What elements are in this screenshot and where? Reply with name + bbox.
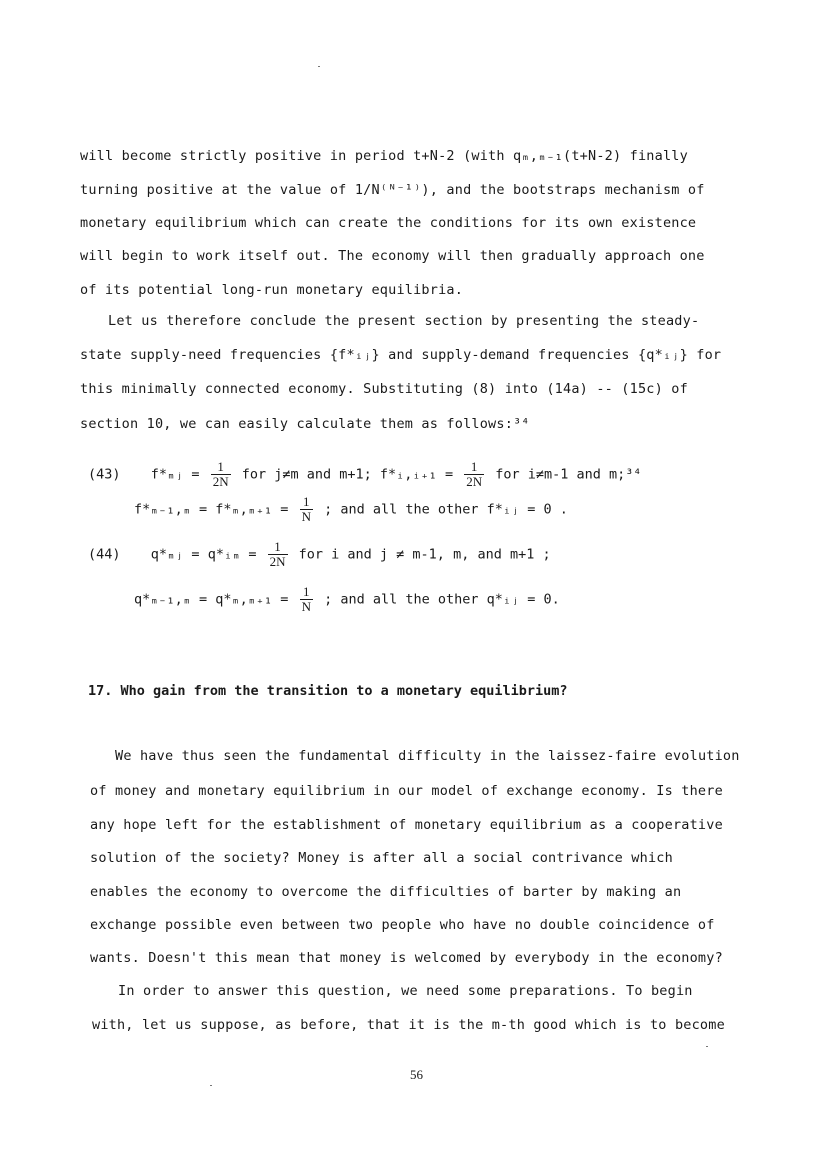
equation-44-line-2	[134, 585, 560, 614]
equation-term: for i and j ≠ m-1, m, and m+1 ;	[298, 546, 551, 563]
fraction-denominator: 2N	[269, 554, 286, 569]
paragraph-3-line-2: of money and monetary equilibrium in our model of exchange economy. Is there	[90, 783, 723, 799]
scan-speck	[210, 1085, 212, 1086]
fraction-denominator: N	[301, 599, 311, 614]
equation-number: (43)	[88, 466, 121, 483]
paragraph-3-line-3: any hope left for the establishment of monetary equilibrium as a cooperative	[90, 817, 723, 833]
equation-term: ; and all the other q*ᵢⱼ = 0.	[324, 591, 560, 608]
scan-speck	[706, 1046, 708, 1047]
paragraph-4-line-1: In order to answer this question, we need some preparations. To begin	[118, 983, 693, 999]
paragraph-2-line-1: Let us therefore conclude the present section by presenting the steady-	[108, 313, 700, 329]
equation-term: q*ₘⱼ = q*ᵢₘ =	[150, 546, 257, 563]
equation-number: (44)	[88, 546, 121, 563]
paragraph-1-line-2: turning positive at the value of 1/N⁽ᴺ⁻¹⁾), and the bootstraps mechanism of	[80, 182, 705, 198]
fraction-denominator: N	[301, 509, 311, 524]
scan-speck	[318, 66, 320, 67]
equation-term: f*ₘ₋₁,ₘ = f*ₘ,ₘ₊₁ =	[134, 501, 289, 518]
paragraph-2-line-4: section 10, we can easily calculate them as follows:³⁴	[80, 416, 530, 432]
paragraph-3-line-5: enables the economy to overcome the difficulties of barter by making an	[90, 884, 682, 900]
fraction-numerator: 1	[303, 584, 310, 599]
paragraph-2-line-3: this minimally connected economy. Substituting (8) into (14a) -- (15c) of	[80, 381, 688, 397]
fraction	[300, 495, 313, 524]
fraction-numerator: 1	[274, 539, 281, 554]
fraction-denominator: 2N	[212, 474, 229, 489]
page-number: 56	[410, 1067, 423, 1082]
paragraph-3-line-4: solution of the society? Money is after all a social contrivance which	[90, 850, 673, 866]
section-heading: 17. Who gain from the transition to a monetary equilibrium?	[88, 683, 568, 699]
equation-43-line-1	[88, 460, 642, 489]
fraction-numerator: 1	[470, 459, 478, 474]
paragraph-1-line-1: will become strictly positive in period t+N-2 (with qₘ,ₘ₋₁(t+N-2) finally	[80, 148, 688, 164]
paragraph-3-line-7: wants. Doesn't this mean that money is welcomed by everybody in the economy?	[90, 950, 723, 966]
fraction-numerator: 1	[303, 494, 310, 509]
equation-term: q*ₘ₋₁,ₘ = q*ₘ,ₘ₊₁ =	[134, 591, 289, 608]
paragraph-3-line-1: We have thus seen the fundamental difficulty in the laissez-faire evolution	[115, 748, 740, 764]
fraction	[211, 460, 231, 489]
paragraph-1-line-5: of its potential long-run monetary equilibria.	[80, 282, 464, 298]
fraction	[300, 585, 313, 614]
fraction-denominator: 2N	[466, 474, 483, 489]
equation-44-line-1	[88, 540, 551, 569]
equation-term: for i≠m-1 and m;³⁴	[495, 466, 642, 483]
paragraph-4-line-2: with, let us suppose, as before, that it is the m-th good which is to become	[92, 1017, 725, 1033]
fraction	[464, 460, 484, 489]
paragraph-2-line-2: state supply-need frequencies {f*ᵢⱼ} and supply-demand frequencies {q*ᵢⱼ} for	[80, 347, 722, 363]
paragraph-1-line-3: monetary equilibrium which can create the conditions for its own existence	[80, 215, 697, 231]
equation-43-line-2	[134, 495, 568, 524]
equation-term: for j≠m and m+1; f*ᵢ,ᵢ₊₁ =	[241, 466, 454, 483]
paragraph-1-line-4: will begin to work itself out. The economy will then gradually approach one	[80, 248, 705, 264]
paragraph-3-line-6: exchange possible even between two people who have no double coincidence of	[90, 917, 715, 933]
equation-term: ; and all the other f*ᵢⱼ = 0 .	[324, 501, 568, 518]
fraction	[268, 540, 288, 569]
fraction-numerator: 1	[217, 459, 224, 474]
equation-term: f*ₘⱼ =	[150, 466, 200, 483]
